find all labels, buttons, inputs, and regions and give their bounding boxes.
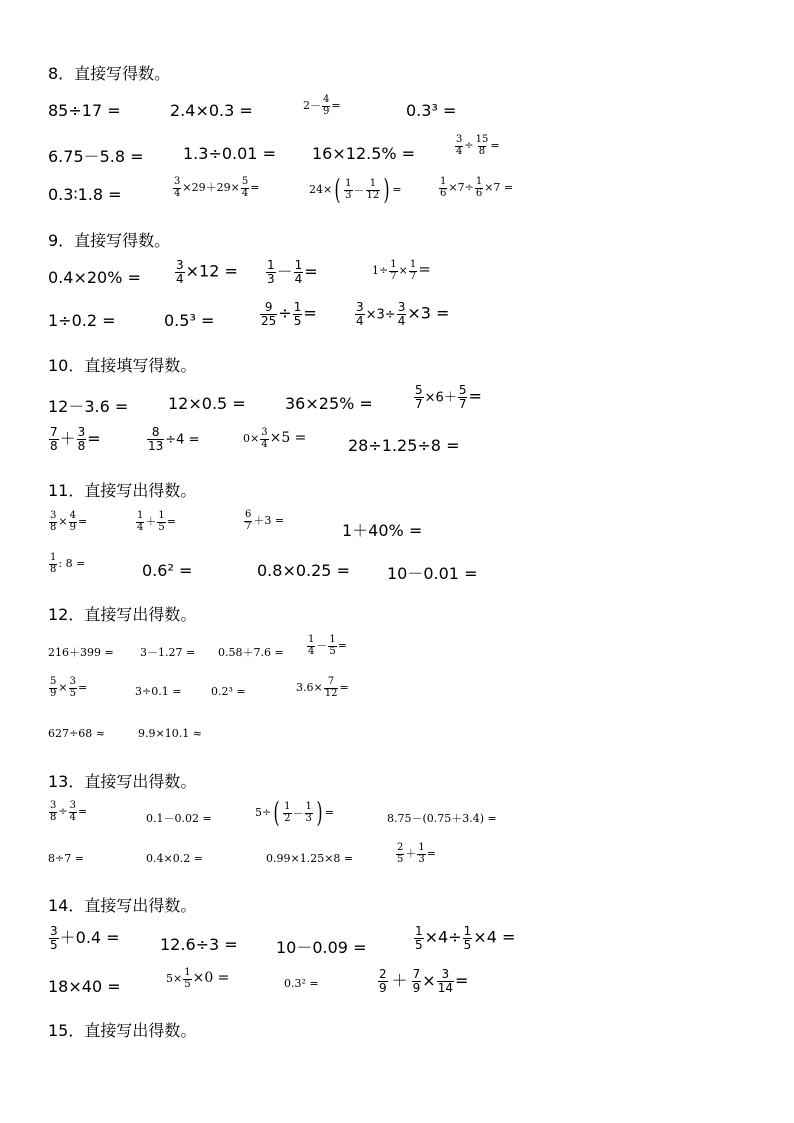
q8-expr-12: $\frac{1}{6}$ ×7÷ $\frac{1}{6}$ ×7 = <box>440 176 514 199</box>
q10-title: 10．直接填写得数。 <box>48 356 197 375</box>
q8-expr-4: 0.3³ = <box>406 101 457 120</box>
q13-expr-2: 0.1－0.02 = <box>146 812 212 825</box>
q9-expr-4: 1÷ $\frac{1}{7}$ × $\frac{1}{7}$ = <box>372 259 431 282</box>
q8-expr-11: 24× ( 1 3 － 1 12 ) = <box>309 173 402 206</box>
q13-expr-7: 0.99×1.25×8 = <box>266 852 354 865</box>
q11-expr-2: $\frac{1}{4}$ ＋ $\frac{1}{5}$ = <box>137 510 176 533</box>
q13-expr-1: $\frac{3}{8}$ ÷ $\frac{3}{4}$ = <box>50 800 88 823</box>
q13-title: 13．直接写出得数。 <box>48 772 197 791</box>
q14-expr-1: $\frac{3}{5}$ ＋0.4 = <box>50 924 120 952</box>
q12-expr-1: 216＋399 = <box>48 646 114 659</box>
q8-expr-10: $\frac{3}{4}$ ×29＋29× $\frac{5}{4}$ = <box>174 176 260 199</box>
q14-expr-6: 5× $\frac{1}{5}$ ×0 = <box>166 967 230 990</box>
q9-expr-7: $\frac{9}{25}$ ÷ $\frac{1}{5}$ = <box>261 300 317 328</box>
q8-expr-5: 6.75－5.8 = <box>48 147 144 166</box>
q9-expr-2: $\frac{3}{4}$ ×12 = <box>176 258 238 286</box>
q14-expr-3: 10－0.09 = <box>276 938 367 957</box>
q13-expr-3: 5÷ ( 1 2 － 1 3 ) = <box>255 796 335 829</box>
q11-expr-7: 0.8×0.25 = <box>257 561 350 580</box>
q12-expr-7: 0.2³ = <box>211 685 246 698</box>
q8-title: 8．直接写得数。 <box>48 64 171 83</box>
q8-expr-6: 1.3÷0.01 = <box>183 144 276 163</box>
q14-expr-5: 18×40 = <box>48 977 121 996</box>
q9-title: 9．直接写得数。 <box>48 231 171 250</box>
q14-expr-4: $\frac{1}{5}$ ×4÷ $\frac{1}{5}$ ×4 = <box>415 924 516 952</box>
q15-title: 15．直接写出得数。 <box>48 1021 197 1040</box>
q8-expr-1: 85÷17 = <box>48 101 121 120</box>
q9-expr-3: $\frac{1}{3}$ － $\frac{1}{4}$ = <box>267 258 318 286</box>
q12-expr-5: $\frac{5}{9}$ × $\frac{3}{5}$ = <box>50 676 88 699</box>
q11-expr-6: 0.6² = <box>142 561 193 580</box>
q14-expr-7: 0.3² = <box>284 977 319 990</box>
q14-title: 14．直接写出得数。 <box>48 896 197 915</box>
q10-expr-4: $\frac{5}{7}$ ×6＋ $\frac{5}{7}$ = <box>415 383 482 411</box>
q12-title: 12．直接写出得数。 <box>48 605 197 624</box>
q12-expr-4: $\frac{1}{4}$ － $\frac{1}{5}$ = <box>308 634 347 657</box>
q10-expr-6: $\frac{8}{13}$ ÷4 = <box>148 425 200 453</box>
q9-expr-5: 1÷0.2 = <box>48 311 116 330</box>
q14-expr-2: 12.6÷3 = <box>160 935 238 954</box>
q9-expr-6: 0.5³ = <box>164 311 215 330</box>
q8-expr-7: 16×12.5% = <box>312 144 416 163</box>
q13-expr-6: 0.4×0.2 = <box>146 852 203 865</box>
q13-expr-4: 8.75－(0.75＋3.4) = <box>387 812 497 825</box>
q12-expr-9: 627÷68 ≈ <box>48 727 105 740</box>
q12-expr-8: 3.6× $\frac{7}{12}$ = <box>296 676 349 699</box>
q11-expr-1: $\frac{3}{8}$ × $\frac{4}{9}$ = <box>50 510 88 533</box>
q9-expr-1: 0.4×20% = <box>48 268 141 287</box>
q12-expr-10: 9.9×10.1 ≈ <box>138 727 202 740</box>
q14-expr-8: $\frac{2}{9}$ ＋ $\frac{7}{9}$ × $\frac{3}{14}$ = <box>379 967 469 995</box>
q13-expr-8: $\frac{2}{5}$ ＋ $\frac{1}{3}$ = <box>397 842 436 865</box>
q10-expr-1: 12－3.6 = <box>48 397 129 416</box>
q8-expr-9: 0.3∶1.8 = <box>48 185 122 204</box>
q8-expr-3: 2－ $\frac{4}{9}$ = <box>303 94 341 117</box>
q12-expr-2: 3－1.27 = <box>140 646 196 659</box>
q13-expr-5: 8÷7 = <box>48 852 84 865</box>
q11-title: 11．直接写出得数。 <box>48 481 197 500</box>
q11-expr-5: $\frac{1}{8}$ : 8 = <box>50 552 86 575</box>
q10-expr-8: 28÷1.25÷8 = <box>348 436 460 455</box>
q10-expr-3: 36×25% = <box>285 394 373 413</box>
q11-expr-8: 10－0.01 = <box>387 564 478 583</box>
q10-expr-2: 12×0.5 = <box>168 394 246 413</box>
q10-expr-5: $\frac{7}{8}$ ＋ $\frac{3}{8}$ = <box>50 425 101 453</box>
q9-expr-8: $\frac{3}{4}$ ×3÷ $\frac{3}{4}$ ×3 = <box>356 300 450 328</box>
q8-expr-8: $\frac{3}{4}$ ÷ $\frac{15}{8}$ = <box>456 134 500 157</box>
q8-expr-2: 2.4×0.3 = <box>170 101 253 120</box>
q11-expr-3: $\frac{6}{7}$ ＋3 = <box>245 509 285 532</box>
q10-expr-7: 0× $\frac{3}{4}$ ×5 = <box>243 427 307 450</box>
q11-expr-4: 1＋40% = <box>342 521 423 540</box>
q12-expr-6: 3÷0.1 = <box>135 685 182 698</box>
q12-expr-3: 0.58＋7.6 = <box>218 646 284 659</box>
